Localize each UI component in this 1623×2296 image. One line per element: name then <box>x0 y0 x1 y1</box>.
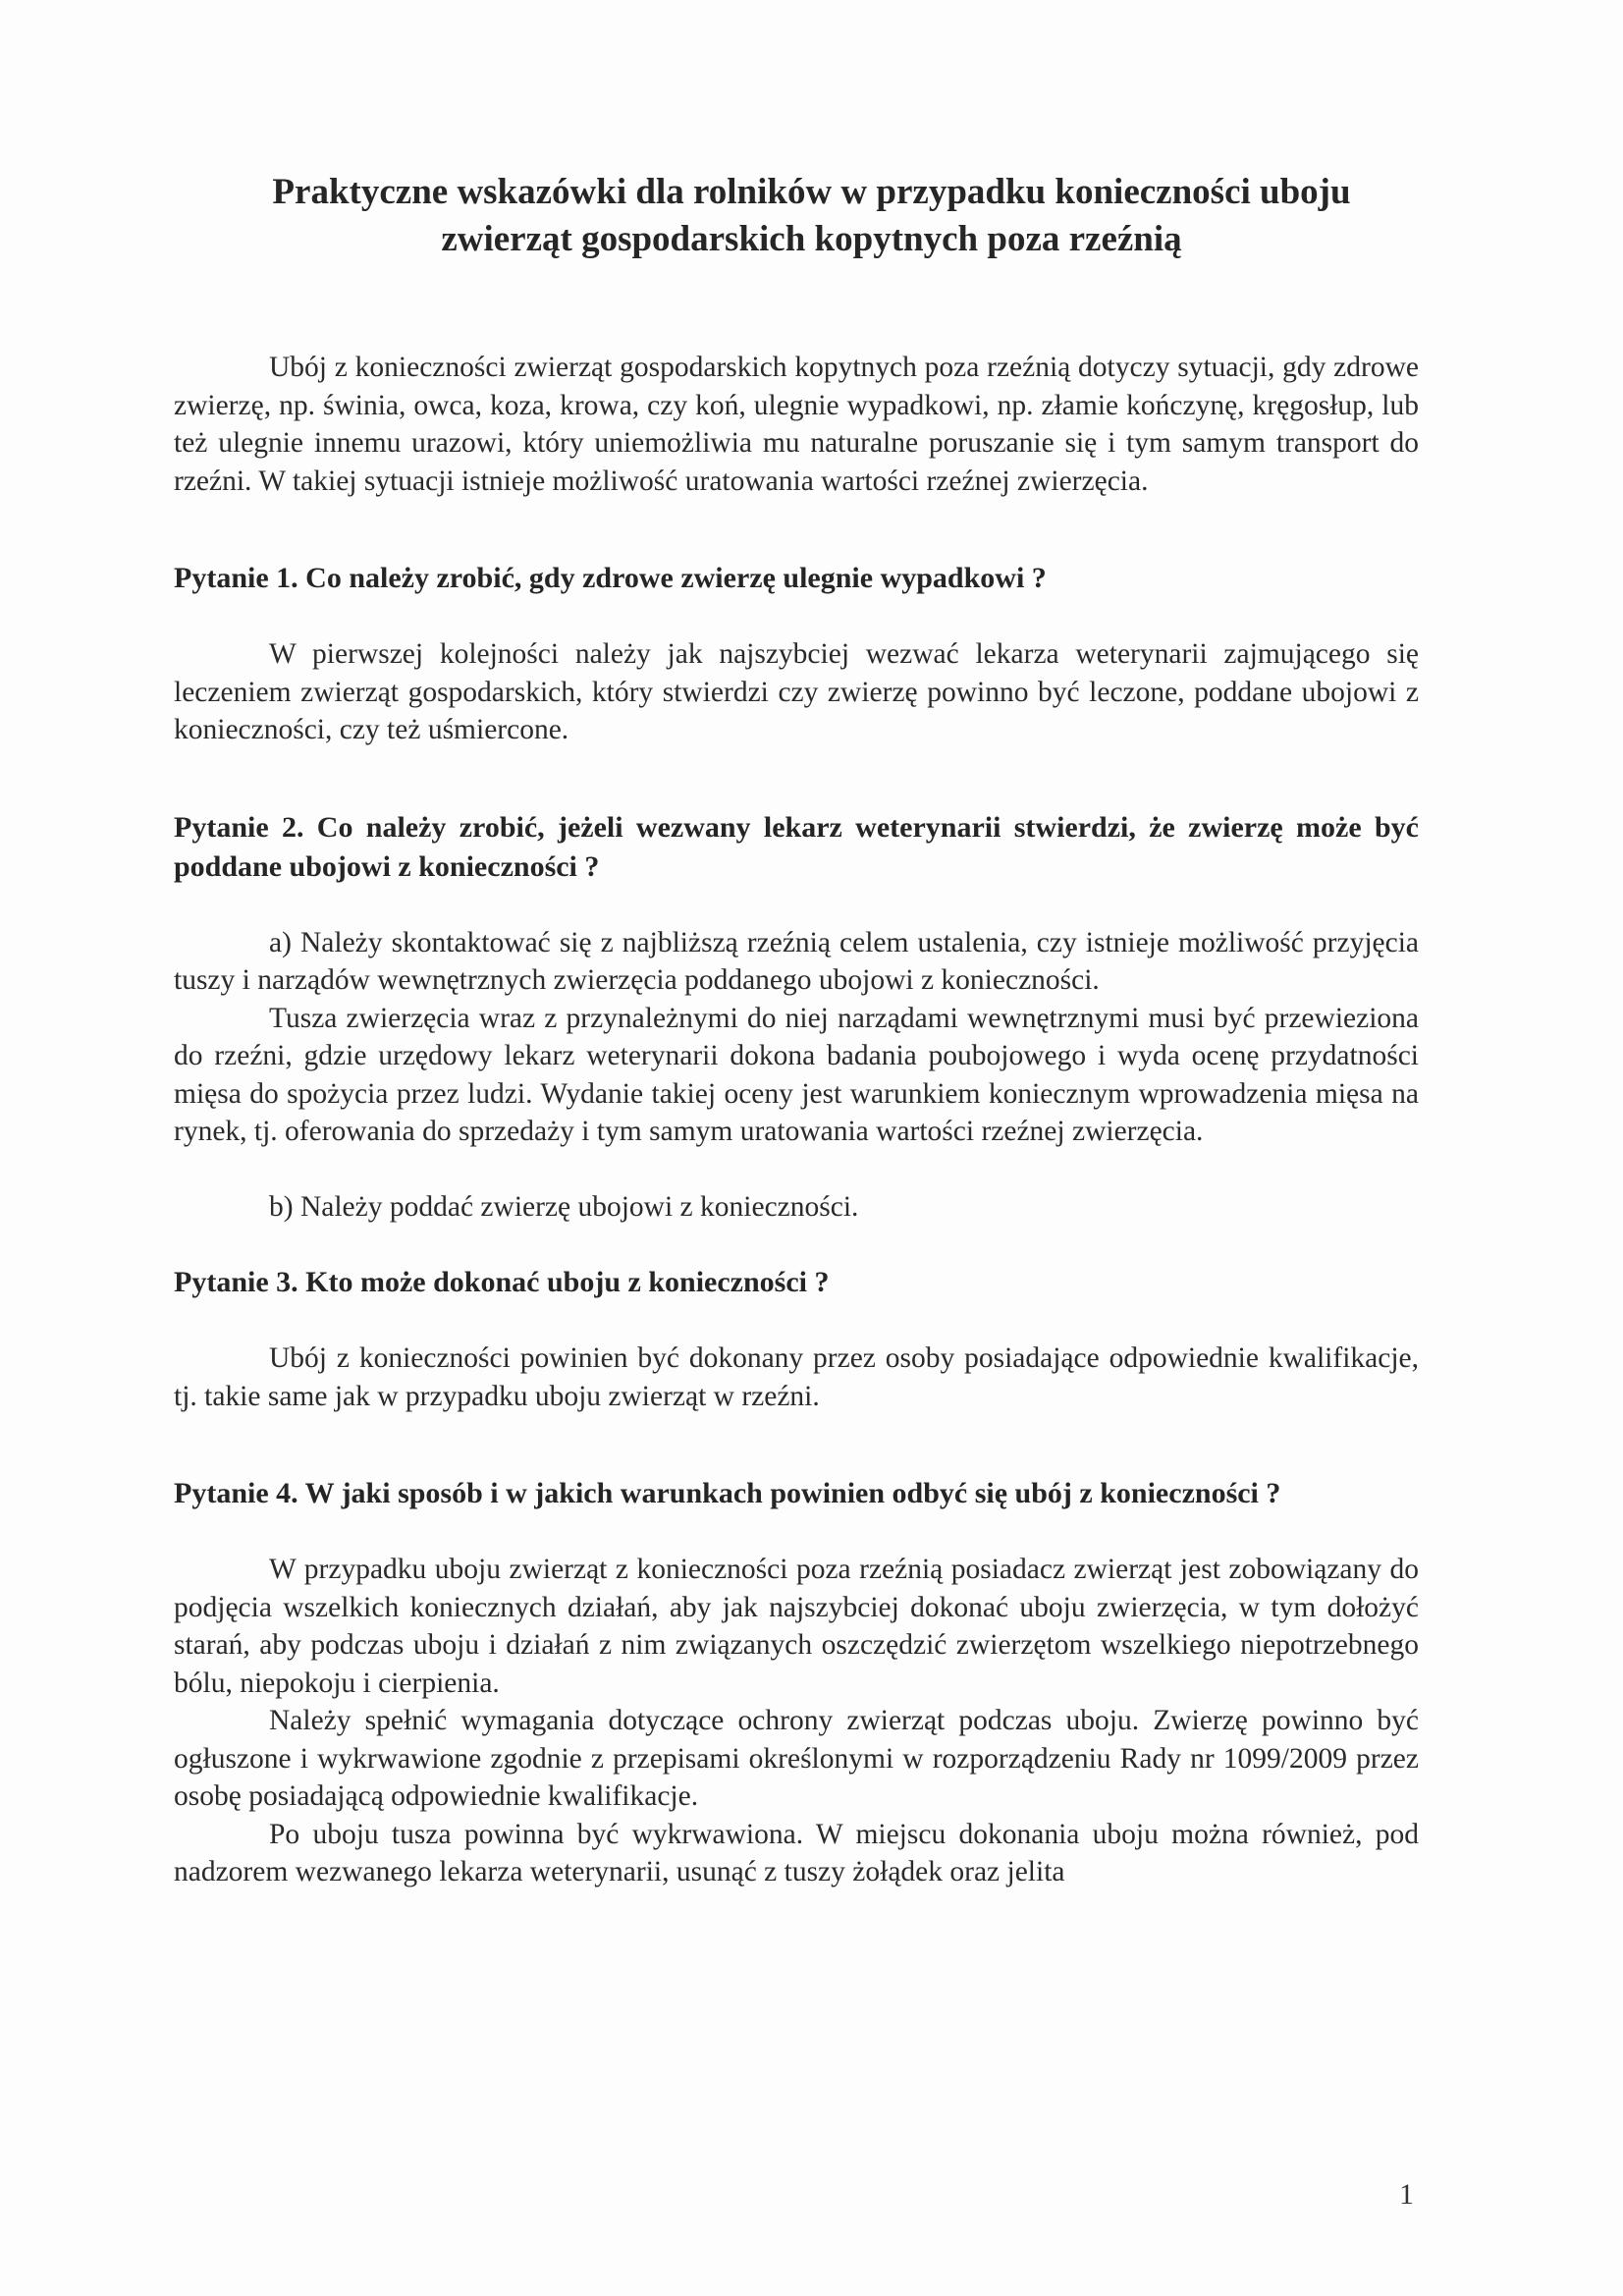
page-number: 1 <box>1399 2178 1414 2211</box>
question-4-answer-1: W przypadku uboju zwierząt z konieczności poza rzeźnią posiadacz zwierząt jest zobowiązany do podjęcia wszelkich koniecznych działań, aby jak najszybciej dokonać uboju zwierzęcia, w tym dołożyć starań, aby podczas uboju i działań z nim związanych oszczędzić zwierzętom wszelkiego niepotrzebnego bólu, niepokoju i cierpienia. <box>174 1554 1419 1699</box>
question-4-heading: Pytanie 4. W jaki sposób i w jakich warunkach powinien odbyć się ubój z konieczności ? <box>174 1477 1281 1509</box>
question-2-answer-a: a) Należy skontaktować się z najbliższą rzeźnią celem ustalenia, czy istnieje możliwość przyjęcia tuszy i narządów wewnętrznych zwierzęcia poddanego ubojowi z konieczności. <box>174 926 1419 996</box>
document-body <box>174 349 1419 1891</box>
question-4-answer-3: Po uboju tusza powinna być wykrwawiona. W miejscu dokonania uboju można również, pod nadzorem wezwanego lekarza weterynarii, usunąć z tuszy żołądek oraz jelita <box>174 1818 1419 1887</box>
question-2-answer-b: b) Należy poddać zwierzę ubojowi z konieczności. <box>269 1190 859 1223</box>
question-2-heading: Pytanie 2. Co należy zrobić, jeżeli wezwany lekarz weterynarii stwierdzi, że zwierzę może być poddane ubojowi z konieczności ? <box>174 810 1419 883</box>
question-3-answer: Ubój z konieczności powinien być dokonany przez osoby posiadające odpowiednie kwalifikacje, tj. takie same jak w przypadku uboju zwierząt w rzeźni. <box>174 1342 1419 1412</box>
intro-paragraph: Ubój z konieczności zwierząt gospodarskich kopytnych poza rzeźnią dotyczy sytuacji, gdy zdrowe zwierzę, np. świnia, owca, koza, krowa, czy koń, ulegnie wypadkowi, np. złamie kończynę, kręgosłup, lub też ulegnie innemu urazowi, który uniemożliwia mu naturalne poruszanie się i tym samym transport do rzeźni. W takiej sytuacji istnieje możliwość uratowania wartości rzeźnej zwierzęcia. <box>174 352 1419 497</box>
title-line-2: zwierząt gospodarskich kopytnych poza rzeźnią <box>441 219 1182 259</box>
question-1-answer: W pierwszej kolejności należy jak najszybciej wezwać lekarza weterynarii zajmującego się leczeniem zwierząt gospodarskich, który stwierdzi czy zwierzę powinno być leczone, poddane ubojowi z konieczności, czy też uśmiercone. <box>174 638 1419 745</box>
question-2-answer-a-continued: Tusza zwierzęcia wraz z przynależnymi do niej narządami wewnętrznymi musi być przewieziona do rzeźni, gdzie urzędowy lekarz weterynarii dokona badania poubojowego i wyda ocenę przydatności mięsa do spożycia przez ludzi. Wydanie takiej oceny jest warunkiem koniecznym wprowadzenia mięsa na rynek, tj. oferowania do sprzedaży i tym samym uratowania wartości rzeźnej zwierzęcia. <box>174 1002 1419 1147</box>
question-1-heading: Pytanie 1. Co należy zrobić, gdy zdrowe zwierzę ulegnie wypadkowi ? <box>174 562 1047 594</box>
document-title <box>147 169 1476 263</box>
title-line-1: Praktyczne wskazówki dla rolników w przypadku konieczności uboju <box>272 172 1351 212</box>
question-3-heading: Pytanie 3. Kto może dokonać uboju z konieczności ? <box>174 1266 830 1298</box>
question-4-answer-2: Należy spełnić wymagania dotyczące ochrony zwierząt podczas uboju. Zwierzę powinno być ogłuszone i wykrwawione zgodnie z przepisami określonymi w rozporządzeniu Rady nr 1099/2009 przez osobę posiadającą odpowiednie kwalifikacje. <box>174 1705 1419 1812</box>
